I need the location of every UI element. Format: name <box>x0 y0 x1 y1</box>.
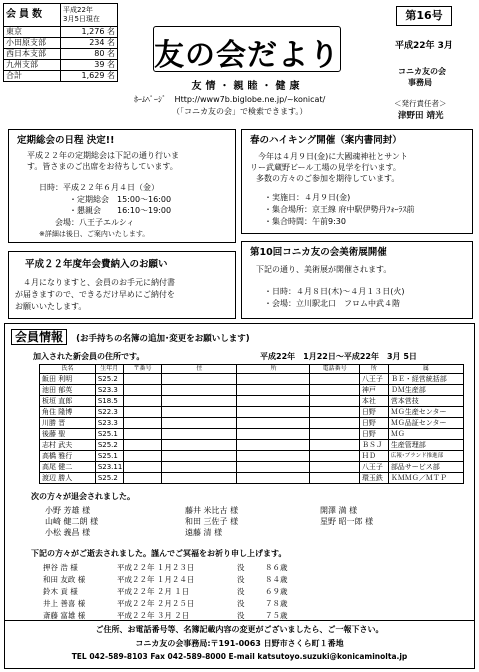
art-show-body: 下記の通り、美術展が開催されます。 <box>256 265 392 274</box>
counts-row <box>4 60 118 71</box>
counts-value: 1,629 名 <box>61 71 118 82</box>
deceased-died: 没 <box>237 611 245 620</box>
art-show-item2: ・会場：立川駅北口 フロム中武４階 <box>264 299 400 308</box>
deceased-age: ７５歳 <box>265 611 288 620</box>
member-info-box <box>4 323 475 628</box>
general-meeting-body2: す。皆さまのご出席をお待ちしています。 <box>27 162 178 171</box>
member-name: 後藤 聖 <box>40 429 96 440</box>
deceased-date: 平成２２年 ３月 ２日 <box>117 611 190 620</box>
deceased-age: ６９歳 <box>265 587 288 596</box>
table-row <box>40 385 464 396</box>
list-item <box>43 586 373 598</box>
member-info-header <box>11 326 250 345</box>
general-meeting-date: 日時：平成２２年６月４日（金） <box>39 183 159 192</box>
member-affil-place: 神戸 <box>359 385 388 396</box>
member-affil-place: 日野 <box>359 429 388 440</box>
counts-header-date <box>61 4 118 27</box>
col-address1: 住 <box>162 365 237 374</box>
member-affil-dept: 営本営技 <box>388 396 463 407</box>
withdrawn-name: 小野 芳雄 様 <box>45 506 91 515</box>
member-name: 志村 武夫 <box>40 440 96 451</box>
member-name: 高尾 健二 <box>40 462 96 473</box>
hiking-item1: ・実施日：４月９日(金) <box>264 193 351 202</box>
publisher-name: 津野田 靖光 <box>398 111 444 121</box>
publisher-label: ＜発行責任者＞ <box>394 99 447 108</box>
list-item <box>43 562 373 574</box>
member-counts-table <box>3 3 118 82</box>
deceased-name: 押谷 浩 様 <box>43 563 78 572</box>
table-row <box>40 473 464 484</box>
counts-branch: 西日本支部 <box>4 49 61 60</box>
table-row <box>40 451 464 462</box>
footer-line2: コニカ友の会事務局:〒191-0063 日野市さくら町１番地 <box>135 639 344 648</box>
deceased-age: ７８歳 <box>265 599 288 608</box>
homepage-label: ﾎｰﾑﾍﾟｰｼﾞ <box>134 95 166 104</box>
deceased-age: ８６歳 <box>265 563 288 572</box>
fee-notice-body2: が届きますので、できるだけ早めにご納付を <box>15 290 175 299</box>
col-name: 氏名 <box>40 365 96 374</box>
member-name: 高橋 雅行 <box>40 451 96 462</box>
col-born: 生年月 <box>95 365 123 374</box>
masthead-slogan: 友情・親睦・健康 <box>191 81 304 92</box>
table-row <box>40 374 464 385</box>
member-born: S25.1 <box>95 429 123 440</box>
member-affil-dept: ＢＥ・経営統括部 <box>388 374 463 385</box>
deceased-died: 没 <box>237 587 245 596</box>
hiking-title: 春のハイキング開催（案内書同封） <box>248 132 404 146</box>
new-members-label: 加入された新会員の住所です。 <box>33 352 145 361</box>
withdrawn-name: 藤井 米比古 様 <box>185 506 239 515</box>
col-postal: 〒番号 <box>123 365 162 374</box>
counts-branch: 九州支部 <box>4 60 61 71</box>
office-line1: コニカ友の会 <box>398 67 446 76</box>
table-row <box>40 462 464 473</box>
deceased-name: 鈴木 貢 様 <box>43 587 78 596</box>
table-row <box>40 418 464 429</box>
fee-notice-body1: ４月になりますと、会員のお手元に納付書 <box>23 278 175 287</box>
counts-date-line1: 平成22年 <box>63 6 93 14</box>
withdrawn-name: 星野 昭一郎 様 <box>320 517 374 526</box>
deceased-date: 平成２２年 ２月２５日 <box>117 599 195 608</box>
member-affil-dept: ＤＭ生産部 <box>388 385 463 396</box>
list-item <box>45 516 445 527</box>
fee-notice-box <box>8 251 236 319</box>
issue-number: 第16号 <box>405 9 443 22</box>
fee-notice-title: 平成２２年度年会費納入のお願い <box>23 256 170 270</box>
member-affil-dept: 部品サービス部 <box>388 462 463 473</box>
member-affil-dept: ＫＭＭＧ／ＭＴＰ <box>388 473 463 484</box>
list-item <box>45 527 445 538</box>
member-name: 池田 郁英 <box>40 385 96 396</box>
hiking-box <box>241 129 473 234</box>
col-address2: 所 <box>237 365 310 374</box>
member-born: S18.5 <box>95 396 123 407</box>
member-name: 飯田 利明 <box>40 374 96 385</box>
counts-value: 234 名 <box>61 38 118 49</box>
masthead-title-box <box>153 26 341 72</box>
search-hint: （「コニカ友の会」で検索できます。） <box>172 107 308 116</box>
member-born: S25.2 <box>95 440 123 451</box>
counts-value: 80 名 <box>61 49 118 60</box>
general-meeting-body1: 平成２２年の定期総会は下記の通り行いま <box>27 151 179 160</box>
art-show-item1: ・日時：４月８日(木)～４月１３日(火) <box>264 287 405 296</box>
footer-box <box>4 620 475 669</box>
deceased-date: 平成２２年 １月２４日 <box>117 575 195 584</box>
issue-date: 平成22年 3月 <box>395 41 453 51</box>
deceased-died: 没 <box>237 599 245 608</box>
general-meeting-title: 定期総会の日程 決定!! <box>15 132 116 146</box>
member-name: 渡辺 勝人 <box>40 473 96 484</box>
new-members-period: 平成22年 1月22日～平成22年 3月 5日 <box>260 352 417 361</box>
issue-number-box <box>396 6 452 26</box>
general-meeting-venue: 会場：八王子エルシィ <box>55 218 135 227</box>
member-affil-place: 環玉鉄 <box>359 473 388 484</box>
counts-row <box>4 71 118 82</box>
member-born: S25.1 <box>95 451 123 462</box>
withdrawn-name: 山崎 健二朗 様 <box>45 517 99 526</box>
member-born: S25.2 <box>95 374 123 385</box>
new-members-table <box>39 364 464 484</box>
hiking-body3: 多数の方々のご参加を期待しています。 <box>256 174 400 183</box>
deceased-name: 斎藤 富雄 様 <box>43 611 86 620</box>
hiking-item3: ・集合時間：午前9:30 <box>264 217 346 226</box>
list-item <box>45 505 445 516</box>
member-affil-dept: ＭＧ <box>388 429 463 440</box>
member-affil-dept: 生産管理部 <box>388 440 463 451</box>
footer-line1: ご住所、お電話番号等、名簿記載内容の変更がございましたら、ご一報下さい。 <box>95 625 384 634</box>
list-item <box>43 574 373 586</box>
fee-notice-body3: お願いいたします。 <box>15 302 87 311</box>
deceased-date: 平成２２年 １月２３日 <box>117 563 195 572</box>
art-show-box <box>241 241 473 319</box>
member-born: S25.2 <box>95 473 123 484</box>
hiking-item2: ・集合場所：京王線 府中駅伊勢丹ﾌｫｰﾗｽ前 <box>264 205 415 214</box>
member-born: S22.3 <box>95 407 123 418</box>
member-affil-place: ＨＤ <box>359 451 388 462</box>
col-affiliation2: 属 <box>388 365 463 374</box>
withdrawn-label: 次の方々が退会されました。 <box>31 492 135 501</box>
counts-row <box>4 38 118 49</box>
member-affil-place: 日野 <box>359 407 388 418</box>
col-phone: 電話番号 <box>310 365 359 374</box>
homepage-link[interactable]: Http://www7b.biglobe.ne.jp/~konicat/ <box>174 95 326 104</box>
general-meeting-note: ※詳細は後日、ご案内いたします。 <box>39 230 150 238</box>
withdrawn-name: 和田 三佐子 様 <box>185 517 239 526</box>
deceased-date: 平成２２年 ２月 １日 <box>117 587 190 596</box>
general-meeting-box <box>8 129 236 243</box>
member-affil-place: 八王子 <box>359 374 388 385</box>
member-born: S23.3 <box>95 385 123 396</box>
col-affiliation1: 所 <box>359 365 388 374</box>
general-meeting-item1: ・定期総会 15:00～16:00 <box>69 195 172 204</box>
counts-row <box>4 27 118 38</box>
counts-branch: 小田原支部 <box>4 38 61 49</box>
member-born: S23.3 <box>95 418 123 429</box>
member-affil-place: 日野 <box>359 418 388 429</box>
member-affil-dept: 広報･ブランド推進部 <box>388 451 463 462</box>
member-affil-dept: ＭＧ品証センター <box>388 418 463 429</box>
counts-branch: 合計 <box>4 71 61 82</box>
member-affil-place: ＢＳＪ <box>359 440 388 451</box>
table-row <box>40 440 464 451</box>
member-affil-place: 本社 <box>359 396 388 407</box>
withdrawn-name: 遠藤 清 様 <box>185 528 223 537</box>
art-show-title: 第10回コニカ友の会美術展開催 <box>248 244 389 258</box>
member-affil-dept: ＭＧ生産センター <box>388 407 463 418</box>
member-born: S23.11 <box>95 462 123 473</box>
counts-value: 1,276 名 <box>61 27 118 38</box>
counts-header-label: 会員数 <box>4 4 61 27</box>
member-affil-place: 八王子 <box>359 462 388 473</box>
member-name: 川勝 晋 <box>40 418 96 429</box>
member-counts <box>3 3 118 82</box>
member-info-title: 会員情報 <box>11 329 67 345</box>
deceased-name: 和田 友政 様 <box>43 575 86 584</box>
deceased-died: 没 <box>237 575 245 584</box>
table-row <box>40 407 464 418</box>
withdrawn-list <box>45 505 445 538</box>
new-members-header-row <box>40 365 464 374</box>
counts-row <box>4 49 118 60</box>
list-item <box>43 598 373 610</box>
deceased-age: ８４歳 <box>265 575 288 584</box>
table-row <box>40 396 464 407</box>
member-name: 板垣 直郎 <box>40 396 96 407</box>
counts-value: 39 名 <box>61 60 118 71</box>
deceased-label: 下記の方々がご逝去されました。謹んでご冥福をお祈り申し上げます。 <box>31 549 287 558</box>
member-name: 角住 隆博 <box>40 407 96 418</box>
counts-branch: 東京 <box>4 27 61 38</box>
hiking-body2: リー武蔵野ビール工場の見学を行います。 <box>250 163 401 172</box>
deceased-list <box>43 562 373 622</box>
table-row <box>40 429 464 440</box>
masthead-title: 友の会だより <box>154 38 340 73</box>
member-info-subtitle: (お手持ちの名簿の追加･変更をお願いします) <box>76 334 250 344</box>
homepage-line <box>134 94 325 105</box>
deceased-died: 没 <box>237 563 245 572</box>
counts-date-line2: 3月5日現在 <box>63 15 100 23</box>
withdrawn-name: 開澤 満 様 <box>320 506 358 515</box>
footer-line3: TEL 042-589-8103 Fax 042-589-8000 E-mail katsutoyo.suzuki@konicaminolta.jp <box>71 652 408 661</box>
deceased-name: 井上 善喜 様 <box>43 599 86 608</box>
withdrawn-name: 小松 義昌 様 <box>45 528 91 537</box>
hiking-body1: 今年は４月９日(金)に大國魂神社とサント <box>258 152 408 161</box>
general-meeting-item2: ・懇親会 16:10～19:00 <box>69 206 172 215</box>
office-line2: 事務局 <box>408 78 432 87</box>
